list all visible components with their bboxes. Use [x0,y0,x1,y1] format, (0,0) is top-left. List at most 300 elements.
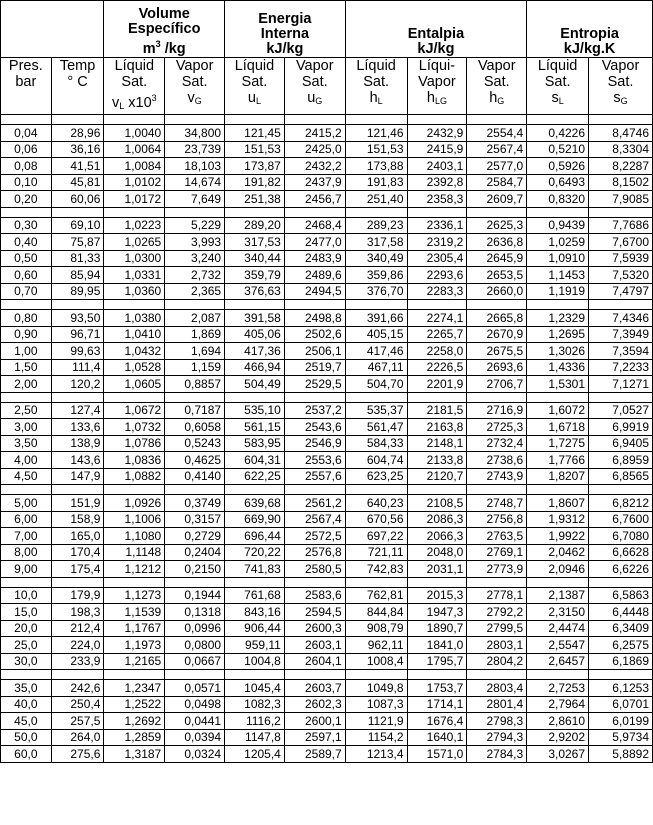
table-row [1,343,653,360]
table-row [1,419,653,436]
table-row [1,452,653,469]
table-cell: 0,8857 [165,376,225,393]
table-cell: 2494,5 [284,283,345,300]
column-header-line-2: Sat. [301,74,328,90]
table-cell: 1,1273 [104,587,165,604]
separator-cell [467,207,527,217]
separator-cell [589,207,653,217]
table-cell: 5,00 [1,495,52,512]
table-cell: 2580,5 [284,561,345,578]
table-cell: 697,22 [345,528,407,545]
separator-cell [165,485,225,495]
table-cell: 1,0882 [104,468,165,485]
group-volume-unit: $m^3$ /kg [142,39,186,57]
table-cell: 2537,2 [284,402,345,419]
column-symbol: $h_L$ [369,90,383,106]
table-cell: 1,0732 [104,419,165,436]
group-header-energy [225,1,346,58]
table-cell: 2,0946 [527,561,589,578]
table-cell: 670,56 [345,511,407,528]
table-cell: 7,5939 [589,250,653,267]
column-header-4 [225,58,285,115]
table-cell: 2769,1 [467,544,527,561]
table-cell: 622,25 [225,468,285,485]
separator-cell [104,577,165,587]
table-cell: 8,00 [1,544,52,561]
table-cell: 561,47 [345,419,407,436]
table-row [1,174,653,191]
separator-cell [527,577,589,587]
table-cell: 7,5320 [589,267,653,284]
table-cell: 6,9919 [589,419,653,436]
separator-cell [589,392,653,402]
table-cell: 1,0084 [104,158,165,175]
table-cell: 1,5301 [527,376,589,393]
table-cell: 962,11 [345,637,407,654]
table-cell: 2437,9 [284,174,345,191]
table-cell: 2,7964 [527,696,589,713]
group-volume-line-1: Volume [138,6,190,22]
table-row [1,587,653,604]
column-symbol: $v_L$ $x10^3$ [111,93,157,111]
separator-cell [467,577,527,587]
table-cell: 2725,3 [467,419,527,436]
column-header-line-2: Sat. [544,74,571,90]
separator-cell [1,300,52,310]
table-cell: 0,90 [1,326,52,343]
table-cell: 2778,1 [467,587,527,604]
column-header-line-1: Vapor [477,58,516,74]
table-cell: 2498,8 [284,310,345,327]
table-cell: 2489,6 [284,267,345,284]
column-symbol: $v_G$ [187,90,202,106]
table-cell: 6,8959 [589,452,653,469]
table-cell: 0,8320 [527,191,589,208]
table-cell: 138,9 [51,435,104,452]
table-cell: 2502,6 [284,326,345,343]
table-cell: 6,00 [1,511,52,528]
table-cell: 3,50 [1,435,52,452]
table-cell: 0,10 [1,174,52,191]
table-row [1,528,653,545]
table-cell: 1,1006 [104,511,165,528]
table-cell: 1,2859 [104,729,165,746]
table-cell: 1714,1 [407,696,467,713]
table-cell: 2716,9 [467,402,527,419]
column-header-line-2: Sat. [241,74,268,90]
table-cell: 1,3026 [527,343,589,360]
table-cell: 1,6718 [527,419,589,436]
table-row [1,435,653,452]
table-cell: 0,06 [1,141,52,158]
block-separator [1,300,653,310]
table-cell: 1,1539 [104,604,165,621]
table-cell: 2048,0 [407,544,467,561]
column-header-8 [467,58,527,115]
table-cell: 2665,8 [467,310,527,327]
table-cell: 173,88 [345,158,407,175]
table-cell: 2031,1 [407,561,467,578]
table-cell: 2636,8 [467,234,527,251]
table-cell: 2336,1 [407,217,467,234]
table-cell: 3,0267 [527,746,589,763]
table-cell: 0,04 [1,125,52,142]
table-cell: 1841,0 [407,637,467,654]
table-cell: 289,23 [345,217,407,234]
block-separator [1,392,653,402]
separator-cell [407,485,467,495]
table-cell: 1,0172 [104,191,165,208]
table-cell: 2756,8 [467,511,527,528]
separator-cell [165,670,225,680]
table-cell: 127,4 [51,402,104,419]
table-cell: 99,63 [51,343,104,360]
block-separator [1,115,653,125]
table-cell: 1213,4 [345,746,407,763]
table-cell: 6,2575 [589,637,653,654]
table-cell: 81,33 [51,250,104,267]
separator-cell [51,115,104,125]
table-cell: 6,0701 [589,696,653,713]
separator-cell [1,207,52,217]
separator-cell [345,670,407,680]
table-row [1,495,653,512]
table-cell: 8,4746 [589,125,653,142]
separator-cell [345,392,407,402]
separator-cell [1,670,52,680]
table-row [1,250,653,267]
table-cell: 2603,7 [284,680,345,697]
table-cell: 2265,7 [407,326,467,343]
table-cell: 8,2287 [589,158,653,175]
table-cell: 4,00 [1,452,52,469]
table-cell: 0,0996 [165,620,225,637]
table-cell: 75,87 [51,234,104,251]
table-cell: 242,6 [51,680,104,697]
table-cell: 6,7600 [589,511,653,528]
table-cell: 233,9 [51,653,104,670]
column-header-line-1: Vapor [295,58,334,74]
separator-cell [345,577,407,587]
table-cell: 417,36 [225,343,285,360]
table-cell: 0,0394 [165,729,225,746]
separator-cell [284,207,345,217]
table-row [1,191,653,208]
table-cell: 0,0441 [165,713,225,730]
column-header-line-1: Vapor [175,58,214,74]
table-cell: 275,6 [51,746,104,763]
table-cell: 1082,3 [225,696,285,713]
table-cell: 7,4797 [589,283,653,300]
table-cell: 669,90 [225,511,285,528]
table-cell: 2519,7 [284,359,345,376]
table-cell: 2,7253 [527,680,589,697]
separator-cell [407,207,467,217]
separator-cell [165,207,225,217]
separator-cell [284,392,345,402]
table-cell: 1045,4 [225,680,285,697]
table-row [1,680,653,697]
table-cell: 0,0667 [165,653,225,670]
group-header-entropy [527,1,653,58]
separator-cell [225,392,285,402]
table-cell: 376,70 [345,283,407,300]
table-cell: 1,0102 [104,174,165,191]
table-cell: 175,4 [51,561,104,578]
table-row [1,637,653,654]
table-cell: 2201,9 [407,376,467,393]
table-cell: 170,4 [51,544,104,561]
table-cell: 1,0064 [104,141,165,158]
table-cell: 2554,4 [467,125,527,142]
column-header-line-1: Líquid [114,58,155,74]
table-cell: 1,0040 [104,125,165,142]
table-cell: 504,70 [345,376,407,393]
table-cell: 7,3949 [589,326,653,343]
table-cell: 6,8565 [589,468,653,485]
table-cell: 405,06 [225,326,285,343]
table-body [1,115,653,763]
column-header-3 [165,58,225,115]
table-cell: 1116,2 [225,713,285,730]
table-cell: 1,8607 [527,495,589,512]
table-cell: 2,00 [1,376,52,393]
table-cell: 0,6493 [527,174,589,191]
table-cell: 2506,1 [284,343,345,360]
table-cell: 7,00 [1,528,52,545]
separator-cell [589,115,653,125]
group-energy-line-2: Interna [260,26,310,42]
column-header-line-2: Sat. [181,74,208,90]
table-cell: 908,79 [345,620,407,637]
group-energy-line-1: Energia [258,11,312,27]
table-cell: 2670,9 [467,326,527,343]
table-cell: 1087,3 [345,696,407,713]
table-cell: 2,3150 [527,604,589,621]
table-cell: 1,0910 [527,250,589,267]
table-cell: 1008,4 [345,653,407,670]
table-cell: 8,1502 [589,174,653,191]
table-cell: 583,95 [225,435,285,452]
table-cell: 69,10 [51,217,104,234]
table-row [1,468,653,485]
column-header-1 [51,58,104,115]
table-row [1,310,653,327]
table-cell: 2293,6 [407,267,467,284]
table-cell: 2653,5 [467,267,527,284]
table-cell: 0,50 [1,250,52,267]
table-cell: 34,800 [165,125,225,142]
table-cell: 2553,6 [284,452,345,469]
table-cell: 2597,1 [284,729,345,746]
table-cell: 60,06 [51,191,104,208]
table-cell: 721,11 [345,544,407,561]
table-cell: 1,9922 [527,528,589,545]
table-cell: 143,6 [51,452,104,469]
table-cell: 2529,5 [284,376,345,393]
table-cell: 2432,2 [284,158,345,175]
separator-cell [165,577,225,587]
table-cell: 2600,1 [284,713,345,730]
table-cell: 5,8892 [589,746,653,763]
column-header-7 [407,58,467,115]
table-cell: 1,159 [165,359,225,376]
table-cell: 7,7686 [589,217,653,234]
table-cell: 1640,1 [407,729,467,746]
table-cell: 7,0527 [589,402,653,419]
table-cell: 2066,3 [407,528,467,545]
table-cell: 5,229 [165,217,225,234]
table-cell: 696,44 [225,528,285,545]
table-cell: 340,44 [225,250,285,267]
table-cell: 2577,0 [467,158,527,175]
table-cell: 1,0926 [104,495,165,512]
separator-cell [104,300,165,310]
table-cell: 25,0 [1,637,52,654]
table-cell: 2148,1 [407,435,467,452]
table-cell: 0,3749 [165,495,225,512]
table-cell: 0,1944 [165,587,225,604]
table-cell: 1947,3 [407,604,467,621]
table-cell: 10,0 [1,587,52,604]
table-cell: 761,68 [225,587,285,604]
table-cell: 2583,6 [284,587,345,604]
table-cell: 0,20 [1,191,52,208]
table-cell: 6,6226 [589,561,653,578]
table-cell: 6,3409 [589,620,653,637]
table-cell: 23,739 [165,141,225,158]
table-cell: 467,11 [345,359,407,376]
column-symbol: $h_G$ [489,90,505,106]
separator-cell [225,115,285,125]
table-cell: 6,0199 [589,713,653,730]
table-cell: 1049,8 [345,680,407,697]
table-row [1,141,653,158]
table-cell: 2543,6 [284,419,345,436]
table-cell: 2163,8 [407,419,467,436]
table-row [1,653,653,670]
table-cell: 224,0 [51,637,104,654]
table-cell: 2792,2 [467,604,527,621]
table-cell: 7,1271 [589,376,653,393]
table-cell: 3,240 [165,250,225,267]
table-cell: 89,95 [51,283,104,300]
table-cell: 0,4625 [165,452,225,469]
separator-cell [104,207,165,217]
table-cell: 45,81 [51,174,104,191]
column-header-line-2: Sat. [363,74,389,90]
table-cell: 2,365 [165,283,225,300]
table-cell: 0,2404 [165,544,225,561]
table-cell: 0,5243 [165,435,225,452]
table-cell: 2567,4 [467,141,527,158]
table-cell: 2,087 [165,310,225,327]
separator-cell [284,115,345,125]
table-cell: 0,4226 [527,125,589,142]
column-symbol: bar [15,74,37,90]
column-header-line-1: Pres. [8,58,43,74]
table-cell: 0,9439 [527,217,589,234]
table-cell: 2108,5 [407,495,467,512]
table-cell: 2706,7 [467,376,527,393]
block-separator [1,670,653,680]
table-cell: 1,7275 [527,435,589,452]
table-cell: 2258,0 [407,343,467,360]
table-row [1,604,653,621]
table-cell: 2181,5 [407,402,467,419]
table-cell: 2738,6 [467,452,527,469]
table-cell: 466,94 [225,359,285,376]
table-cell: 2,1387 [527,587,589,604]
table-cell: 151,9 [51,495,104,512]
column-symbol: $h_{LG}$ [426,90,447,106]
separator-cell [407,392,467,402]
separator-cell [407,115,467,125]
table-cell: 173,87 [225,158,285,175]
table-cell: 843,16 [225,604,285,621]
separator-cell [467,392,527,402]
table-row [1,696,653,713]
table-cell: 405,15 [345,326,407,343]
table-cell: 93,50 [51,310,104,327]
table-cell: 0,5926 [527,158,589,175]
table-cell: 151,53 [225,141,285,158]
column-header-line-2: Vapor [418,74,456,90]
table-cell: 2609,7 [467,191,527,208]
table-cell: 1,6072 [527,402,589,419]
table-cell: 639,68 [225,495,285,512]
table-cell: 1571,0 [407,746,467,763]
table-row [1,620,653,637]
table-cell: 7,4346 [589,310,653,327]
separator-cell [1,392,52,402]
table-cell: 36,16 [51,141,104,158]
table-cell: 1,2692 [104,713,165,730]
column-header-line-2: Sat. [607,74,634,90]
table-cell: 2603,1 [284,637,345,654]
table-cell: 417,46 [345,343,407,360]
table-cell: 1,0605 [104,376,165,393]
table-cell: 2557,6 [284,468,345,485]
table-cell: 2,8610 [527,713,589,730]
table-cell: 6,7080 [589,528,653,545]
separator-cell [225,207,285,217]
table-cell: 40,0 [1,696,52,713]
column-symbol: $s_L$ [551,90,564,106]
group-header-blank [1,1,104,58]
table-cell: 2572,5 [284,528,345,545]
table-cell: 6,1253 [589,680,653,697]
table-cell: 584,33 [345,435,407,452]
separator-cell [589,577,653,587]
table-cell: 0,3157 [165,511,225,528]
table-cell: 1,1919 [527,283,589,300]
table-cell: 6,6628 [589,544,653,561]
table-cell: 1,0672 [104,402,165,419]
table-cell: 6,9405 [589,435,653,452]
table-cell: 2432,9 [407,125,467,142]
table-cell: 2305,4 [407,250,467,267]
separator-cell [527,392,589,402]
table-cell: 191,83 [345,174,407,191]
table-cell: 35,0 [1,680,52,697]
table-cell: 1,1080 [104,528,165,545]
table-cell: 0,1318 [165,604,225,621]
separator-cell [1,485,52,495]
table-cell: 1,1767 [104,620,165,637]
column-header-line-2: Sat. [483,74,510,90]
table-row [1,561,653,578]
